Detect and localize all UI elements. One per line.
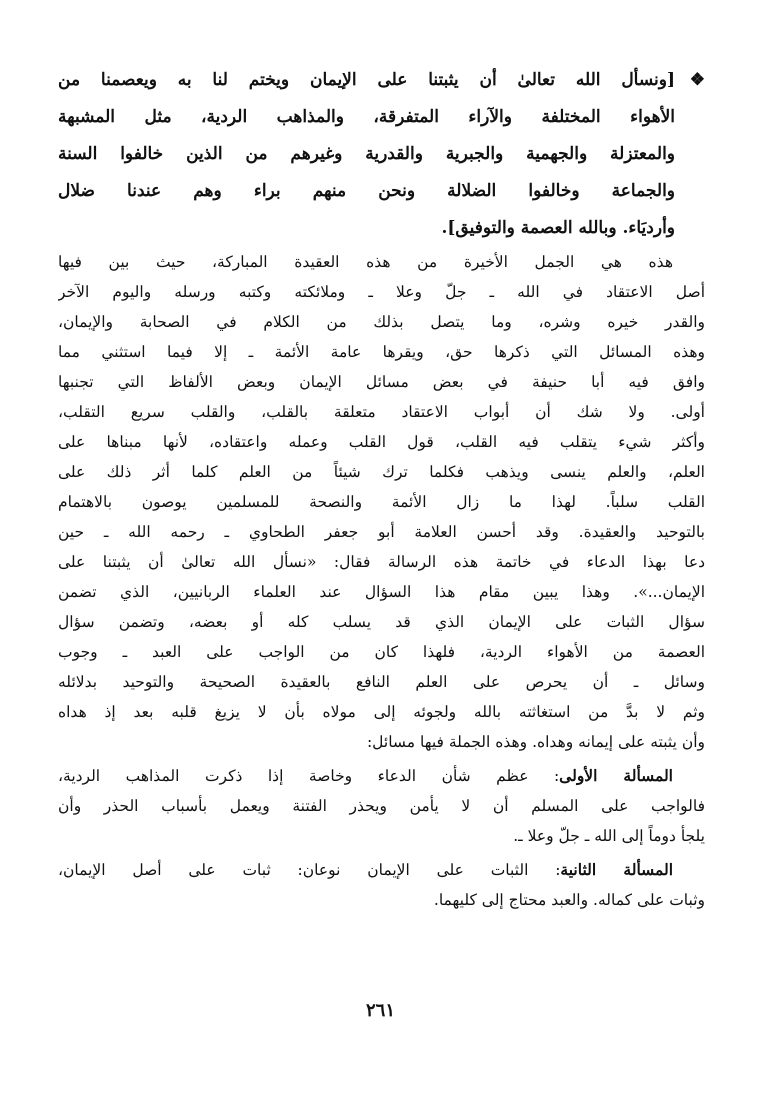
paragraph-line: أصل الاعتقاد في الله ـ جلّ وعلا ـ وملائكته وكتبه ورسله واليوم الآخر bbox=[58, 283, 705, 301]
quote-line: والجماعة وخالفوا الضلالة ونحن منهم براء وهم عندنا ضلال bbox=[58, 181, 675, 201]
quote-line: ❖[ونسأل الله تعالىٰ أن يثبتنا على الإيمان ويختم لنا به ويعصمنا من bbox=[58, 62, 705, 99]
quote-line: والمعتزلة والجهمية والجبرية والقدرية وغيرهم من الذين خالفوا السنة bbox=[58, 144, 675, 164]
issue-line: وثبات على كماله. والعبد محتاج إلى كليهما. bbox=[433, 891, 705, 909]
issue-line: يلجأ دوماً إلى الله ـ جلّ وعلا ـ. bbox=[513, 827, 705, 845]
paragraph-line: وافق فيه أبا حنيفة في بعض مسائل الإيمان وبعض الألفاظ التي تجنبها bbox=[58, 373, 705, 391]
issue-line: المسألة الثانية: الثبات على الإيمان نوعان: ثبات على أصل الإيمان، bbox=[58, 860, 673, 879]
paragraph-line: العصمة من الأهواء الردية، فلهذا كان من الواجب على العبد ـ وجوب bbox=[58, 643, 705, 661]
issue-two-label: المسألة الثانية bbox=[560, 860, 673, 879]
paragraph-line: وسائل ـ أن يحرص على العلم النافع بالعقيدة الصحيحة والتوحيد بدلائله bbox=[58, 673, 705, 691]
page-number: ٢٦١ bbox=[365, 1000, 395, 1021]
bullet-icon: ❖ bbox=[689, 70, 705, 90]
issue-one-label: المسألة الأولى bbox=[559, 766, 673, 785]
issue-one bbox=[58, 761, 705, 851]
commentary-paragraph bbox=[58, 247, 705, 757]
paragraph-line: سؤال الثبات على الإيمان الذي قد يسلب كله أو بعضه، وتضمن سؤال bbox=[58, 613, 705, 631]
page-content bbox=[58, 62, 705, 915]
paragraph-line: وأكثر شيء يتقلب فيه القلب، قول القلب وعمله واعتقاده، لأنها مبناها على bbox=[58, 433, 705, 451]
issue-line: فالواجب على المسلم أن لا يأمن ويحذر الفتنة ويعمل بأسباب الحذر وأن bbox=[58, 797, 705, 815]
paragraph-line: الإيمان...». وهذا يبين مقام هذا السؤال عند العلماء الربانيين، الذي تضمن bbox=[58, 583, 705, 601]
paragraph-line: القلب سلباً. لهذا ما زال الأئمة والنصحة للمسلمين يوصون بالاهتمام bbox=[58, 493, 705, 511]
paragraph-line: هذه هي الجمل الأخيرة من هذه العقيدة المباركة، حيث بين فيها bbox=[58, 253, 673, 271]
paragraph-line: أولى. ولا شك أن أبواب الاعتقاد متعلقة بالقلب، والقلب سريع التقلب، bbox=[58, 403, 705, 421]
paragraph-line: بالتوحيد والعقيدة. وقد أحسن العلامة أبو جعفر الطحاوي ـ رحمه الله ـ حين bbox=[58, 523, 705, 541]
issue-line: المسألة الأولى: عظم شأن الدعاء وخاصة إذا ذكرت المذاهب الردية، bbox=[58, 766, 673, 785]
paragraph-line: وأن يثبته على إيمانه وهداه. وهذه الجملة فيها مسائل: bbox=[366, 733, 705, 751]
quote-line: الأهواء المختلفة والآراء المتفرقة، والمذاهب الردية، مثل المشبهة bbox=[58, 107, 675, 127]
issue-two bbox=[58, 855, 705, 915]
paragraph-line: العلم، والعلم ينسى ويذهب فكلما ترك شيئاً من العلم كلما أثر ذلك على bbox=[58, 463, 705, 481]
paragraph-line: والقدر خيره وشره، وما يتصل بذلك من الكلام في الصحابة والإيمان، bbox=[58, 313, 705, 331]
quote-line: وأرديَاء. وبالله العصمة والتوفيق]. bbox=[441, 218, 675, 238]
paragraph-line: وهذه المسائل التي ذكرها حق، ويقرها عامة الأئمة ـ إلا فيما استثني مما bbox=[58, 343, 705, 361]
quoted-creed-text bbox=[58, 62, 705, 247]
paragraph-line: وثم لا بدَّ من استغاثته بالله ولجوئه إلى مولاه بأن لا يزيغ قلبه بعد إذ هداه bbox=[58, 703, 705, 721]
paragraph-line: دعا بهذا الدعاء في خاتمة هذه الرسالة فقال: «نسأل الله تعالىٰ أن يثبتنا على bbox=[58, 553, 705, 571]
